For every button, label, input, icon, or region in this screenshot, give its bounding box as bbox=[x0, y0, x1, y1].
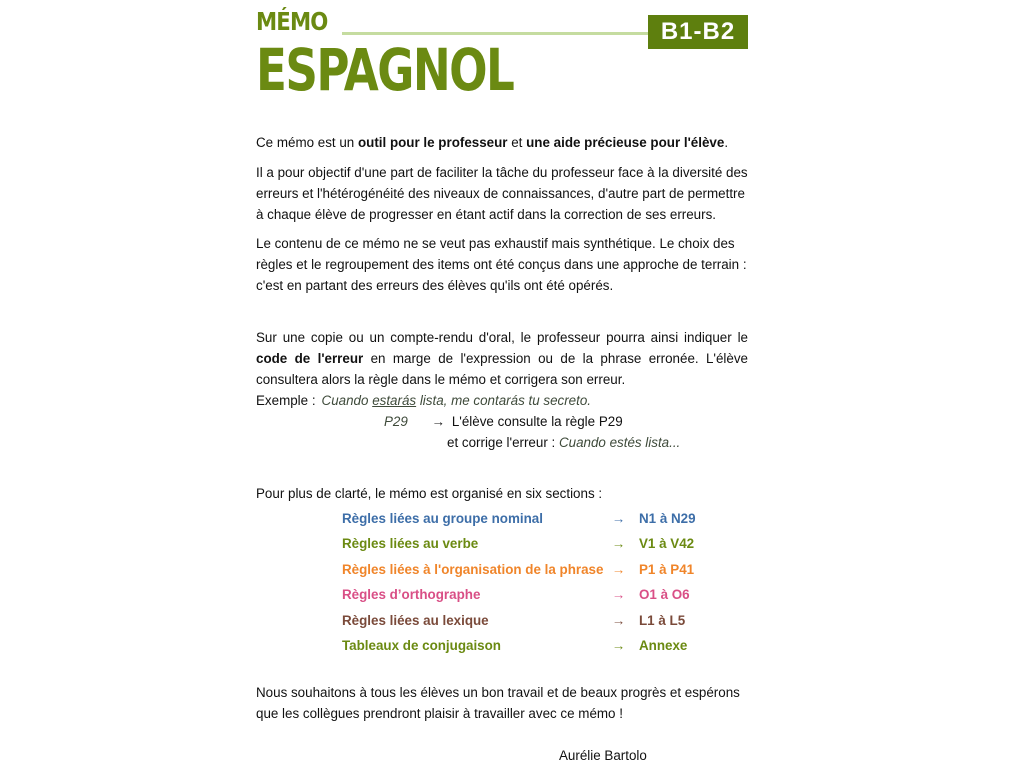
bold-text: une aide précieuse pour l'élève bbox=[526, 135, 725, 150]
section-name: Règles liées au lexique bbox=[342, 612, 489, 628]
text: Ce mémo est un bbox=[256, 135, 358, 150]
error-word: estarás bbox=[372, 393, 417, 408]
section-range: Annexe bbox=[639, 637, 688, 653]
corrected-sentence: Cuando estés lista... bbox=[558, 435, 681, 450]
section-range: O1 à O6 bbox=[639, 587, 690, 603]
arrow-icon: → bbox=[612, 536, 626, 552]
sections-list bbox=[342, 508, 762, 660]
memo-page bbox=[256, 0, 748, 763]
section-range: P1 à P41 bbox=[639, 561, 695, 577]
header bbox=[256, 0, 748, 110]
example-label: Exemple : bbox=[256, 393, 316, 408]
text: et bbox=[507, 135, 527, 150]
arrow-icon: → bbox=[612, 637, 626, 653]
arrow-icon: → bbox=[612, 561, 626, 577]
memo-label: MÉMO bbox=[256, 7, 328, 36]
level-badge: B1-B2 bbox=[648, 15, 748, 49]
fix-text: et corrige l'erreur : bbox=[447, 435, 559, 450]
section-range: N1 à N29 bbox=[639, 511, 696, 526]
usage-paragraph bbox=[256, 327, 748, 390]
section-range: L1 à L5 bbox=[639, 612, 686, 628]
example-fix-line bbox=[447, 432, 680, 453]
section-name: Règles liées au groupe nominal bbox=[342, 511, 543, 526]
example-line bbox=[256, 390, 591, 411]
section-row-phrase bbox=[342, 559, 762, 584]
text: Cuando bbox=[321, 393, 373, 408]
section-name: Règles liées à l'organisation de la phrase bbox=[342, 561, 604, 577]
intro-paragraph-1 bbox=[256, 132, 728, 153]
section-row-nominal bbox=[342, 508, 762, 533]
consult-text: L'élève consulte la règle P29 bbox=[451, 414, 623, 429]
closing-paragraph: Nous souhaitons à tous les élèves un bon travail et de beaux progrès et espérons que les collègues prendront plaisir à travailler avec ce mémo ! bbox=[256, 685, 740, 721]
arrow-icon: → bbox=[612, 587, 626, 603]
page-title: ESPAGNOL bbox=[256, 36, 514, 104]
section-name: Tableaux de conjugaison bbox=[342, 637, 501, 653]
sections-intro: Pour plus de clarté, le mémo est organisé en six sections : bbox=[256, 486, 603, 501]
example-code-line bbox=[384, 411, 623, 432]
section-name: Règles d’orthographe bbox=[342, 587, 481, 603]
intro-paragraph-3: Le contenu de ce mémo ne se veut pas exhaustif mais synthétique. Le choix des règles et le regroupement des items ont été conçus dans une approche de terrain : c'est en partant des erreurs des élèves qu'ils ont été opérés. bbox=[256, 236, 747, 293]
intro-paragraph-2: Il a pour objectif d'une part de faciliter la tâche du professeur face à la diversité des erreurs et l'hétérogénéité des niveaux de connaissances, d'autre part de permettre à chaque élève de progresser en étant actif dans la correction de ses erreurs. bbox=[256, 165, 748, 222]
signature: Aurélie Bartolo bbox=[559, 748, 647, 763]
section-name: Règles liées au verbe bbox=[342, 536, 479, 552]
error-code: P29 bbox=[384, 414, 408, 429]
section-row-conjugaison bbox=[342, 635, 762, 660]
text: Sur une copie ou un compte-rendu d'oral, le professeur pourra ainsi indiquer le bbox=[256, 330, 748, 345]
bold-text: code de l'erreur bbox=[256, 351, 364, 366]
text: . bbox=[724, 135, 729, 150]
section-row-lexique bbox=[342, 610, 762, 635]
section-row-orthographe bbox=[342, 584, 762, 609]
section-row-verbe bbox=[342, 533, 762, 558]
arrow-icon: → bbox=[431, 414, 446, 429]
section-range: V1 à V42 bbox=[639, 536, 695, 552]
text: en marge de l'expression ou de la phrase erronée. L'élève consultera alors la règle dans le mémo et corrigera son erreur. bbox=[256, 351, 748, 387]
arrow-icon: → bbox=[612, 612, 626, 628]
header-divider bbox=[342, 32, 654, 35]
example-sentence bbox=[322, 393, 591, 408]
arrow-icon: → bbox=[612, 511, 626, 526]
text: lista, me contarás tu secreto. bbox=[416, 393, 592, 408]
bold-text: outil pour le professeur bbox=[357, 135, 508, 150]
